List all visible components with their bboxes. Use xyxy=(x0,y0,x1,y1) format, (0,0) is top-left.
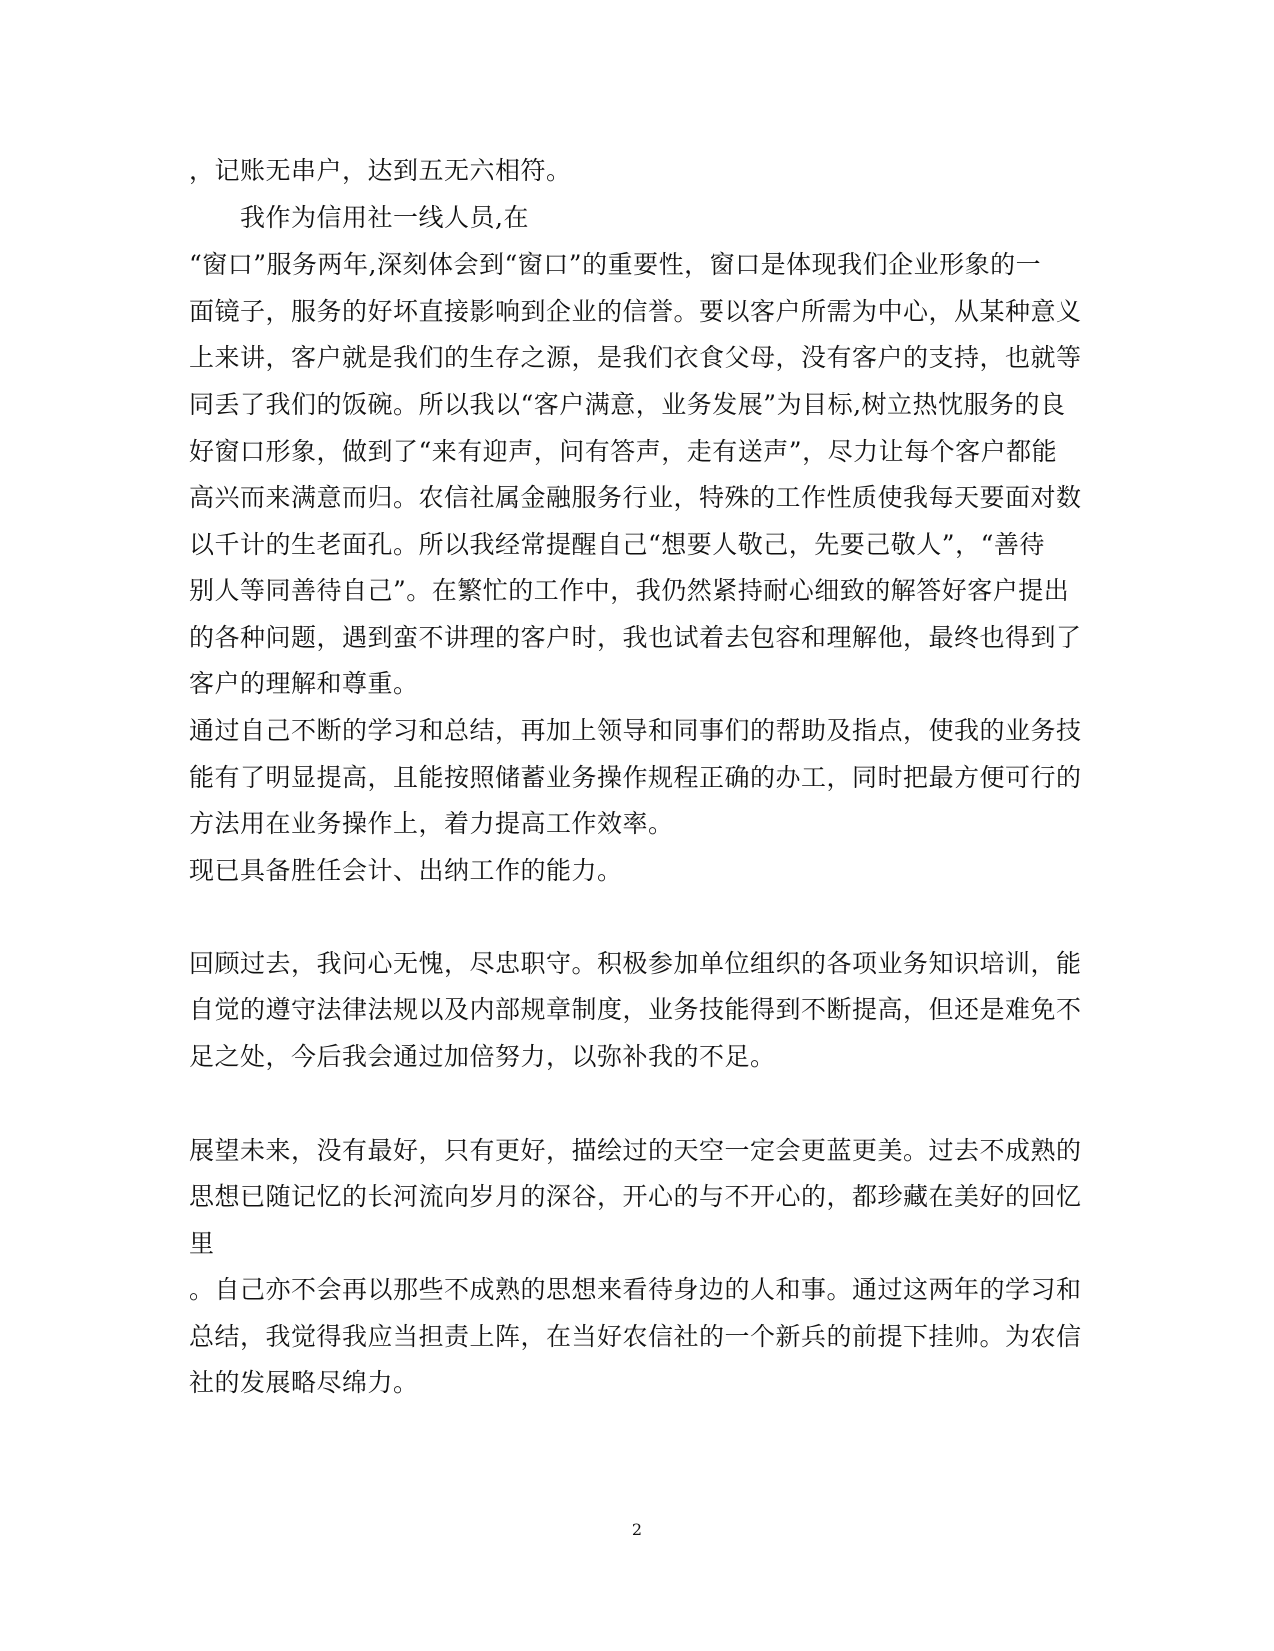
text-line: 通过自己不断的学习和总结，再加上领导和同事们的帮助及指点，使我的业务技 xyxy=(189,716,1082,745)
text-line: 里 xyxy=(189,1229,215,1258)
text-line: 的各种问题，遇到蛮不讲理的客户时，我也试着去包容和理解他，最终也得到了 xyxy=(189,623,1082,652)
text-line: 。自己亦不会再以那些不成熟的思想来看待身边的人和事。通过这两年的学习和 xyxy=(189,1275,1082,1304)
text-line: 面镜子，服务的好坏直接影响到企业的信誉。要以客户所需为中心，从某种意义 xyxy=(189,297,1082,326)
text-line: 能有了明显提高，且能按照储蓄业务操作规程正确的办工，同时把最方便可行的 xyxy=(189,763,1082,792)
text-line: 总结，我觉得我应当担责上阵，在当好农信社的一个新兵的前提下挂帅。为农信 xyxy=(189,1322,1082,1351)
text-line: 好窗口形象，做到了“来有迎声，问有答声，走有送声”，尽力让每个客户都能 xyxy=(189,437,1058,466)
text-line: 别人等同善待自己”。在繁忙的工作中，我仍然紧持耐心细致的解答好客户提出 xyxy=(189,576,1070,605)
text-line: 同丢了我们的饭碗。所以我以“客户满意，业务发展”为目标,树立热忱服务的良 xyxy=(189,390,1066,419)
text-line: ，记账无串户，达到五无六相符。 xyxy=(189,156,572,185)
text-line: 上来讲，客户就是我们的生存之源，是我们衣食父母，没有客户的支持，也就等 xyxy=(189,343,1082,372)
text-line: 方法用在业务操作上，着力提高工作效率。 xyxy=(189,809,674,838)
text-line: 以千计的生老面孔。所以我经常提醒自己“想要人敬己，先要己敬人”，“善待 xyxy=(189,530,1045,559)
text-line: 思想已随记忆的长河流向岁月的深谷，开心的与不开心的，都珍藏在美好的回忆 xyxy=(189,1182,1082,1211)
text-line: 客户的理解和尊重。 xyxy=(189,669,419,698)
text-line: “窗口”服务两年,深刻体会到“窗口”的重要性，窗口是体现我们企业形象的一 xyxy=(189,250,1042,279)
page-number: 2 xyxy=(631,1520,643,1539)
text-line: 自觉的遵守法律法规以及内部规章制度，业务技能得到不断提高，但还是难免不 xyxy=(189,995,1082,1024)
text-line: 回顾过去，我问心无愧，尽忠职守。积极参加单位组织的各项业务知识培训，能 xyxy=(189,949,1082,978)
text-line: 展望未来，没有最好，只有更好，描绘过的天空一定会更蓝更美。过去不成熟的 xyxy=(189,1136,1082,1165)
text-line: 我作为信用社一线人员,在 xyxy=(240,203,529,232)
text-line: 社的发展略尽绵力。 xyxy=(189,1368,419,1397)
text-line: 现已具备胜任会计、出纳工作的能力。 xyxy=(189,856,623,885)
text-line: 高兴而来满意而归。农信社属金融服务行业，特殊的工作性质使我每天要面对数 xyxy=(189,483,1082,512)
text-line: 足之处，今后我会通过加倍努力，以弥补我的不足。 xyxy=(189,1042,776,1071)
